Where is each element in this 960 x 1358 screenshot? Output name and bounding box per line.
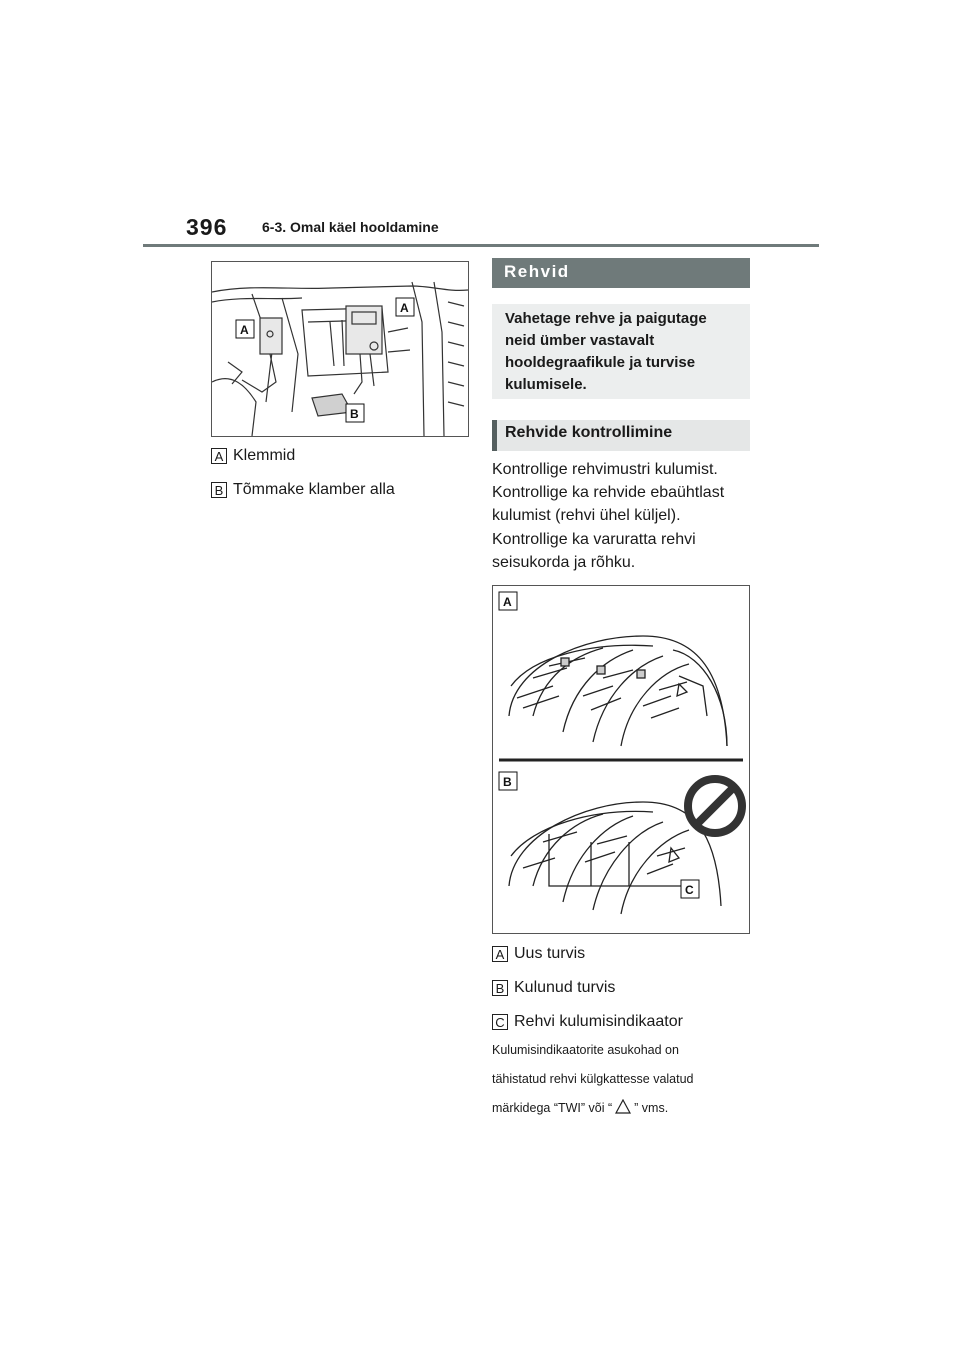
figure-label: A xyxy=(503,595,512,609)
tire-tread-illustration xyxy=(492,585,750,934)
intro-line: Vahetage rehve ja paigutage xyxy=(505,310,707,327)
note-line: tähistatud rehvi külgkattesse valatud xyxy=(492,1072,694,1086)
page-number: 396 xyxy=(186,214,228,240)
legend-item xyxy=(492,979,615,997)
figure-label: C xyxy=(685,883,694,897)
note-text: märkidega “TWI” või “ xyxy=(492,1101,613,1115)
note xyxy=(492,1036,694,1123)
triangle-mark-icon xyxy=(615,1099,631,1114)
section-title-bar: Rehvid xyxy=(492,258,750,288)
figure-label: B xyxy=(350,407,359,421)
paragraph xyxy=(492,528,696,574)
intro-line: kulumisele. xyxy=(505,376,587,393)
note-text: ” vms. xyxy=(634,1101,669,1115)
figure-label: B xyxy=(503,775,512,789)
note-line: Kulumisindikaatorite asukohad on xyxy=(492,1043,679,1057)
legend-text: Uus turvis xyxy=(514,945,586,962)
intro-line: hooldegraafikule ja turvise xyxy=(505,354,696,371)
legend-text: Tõmmake klamber alla xyxy=(233,481,395,498)
legend-key: C xyxy=(492,1014,508,1030)
section-title: 6-3. Omal käel hooldamine xyxy=(262,219,439,235)
paragraph-line: Kontrollige rehvimustri kulumist. xyxy=(492,461,718,478)
legend-item xyxy=(211,481,395,499)
tire-drawing xyxy=(493,586,749,933)
paragraph xyxy=(492,458,724,527)
legend-text: Klemmid xyxy=(233,447,296,464)
legend-item xyxy=(492,1013,683,1031)
note-line xyxy=(492,1094,694,1123)
figure-label: A xyxy=(400,301,409,315)
paragraph-line: Kontrollige ka varuratta rehvi xyxy=(492,531,696,548)
intro-box xyxy=(492,304,750,399)
engine-bay-illustration xyxy=(211,261,469,437)
paragraph-line: Kontrollige ka rehvide ebaühtlast xyxy=(492,484,725,501)
paragraph-line: seisukorda ja rõhku. xyxy=(492,554,636,571)
engine-bay-drawing xyxy=(212,262,468,436)
header-rule xyxy=(143,244,819,247)
figure-label: A xyxy=(240,323,249,337)
legend-item xyxy=(211,447,295,465)
legend-key: B xyxy=(492,980,508,996)
legend-key: B xyxy=(211,482,227,498)
legend-key: A xyxy=(211,448,227,464)
intro-line: neid ümber vastavalt xyxy=(505,332,655,349)
legend-key: A xyxy=(492,946,508,962)
legend-item xyxy=(492,945,585,963)
legend-text: Kulunud turvis xyxy=(514,979,616,996)
paragraph-line: kulumist (rehvi ühel küljel). xyxy=(492,507,681,524)
legend-text: Rehvi kulumisindikaator xyxy=(514,1013,683,1030)
subheading: Rehvide kontrollimine xyxy=(492,420,750,451)
